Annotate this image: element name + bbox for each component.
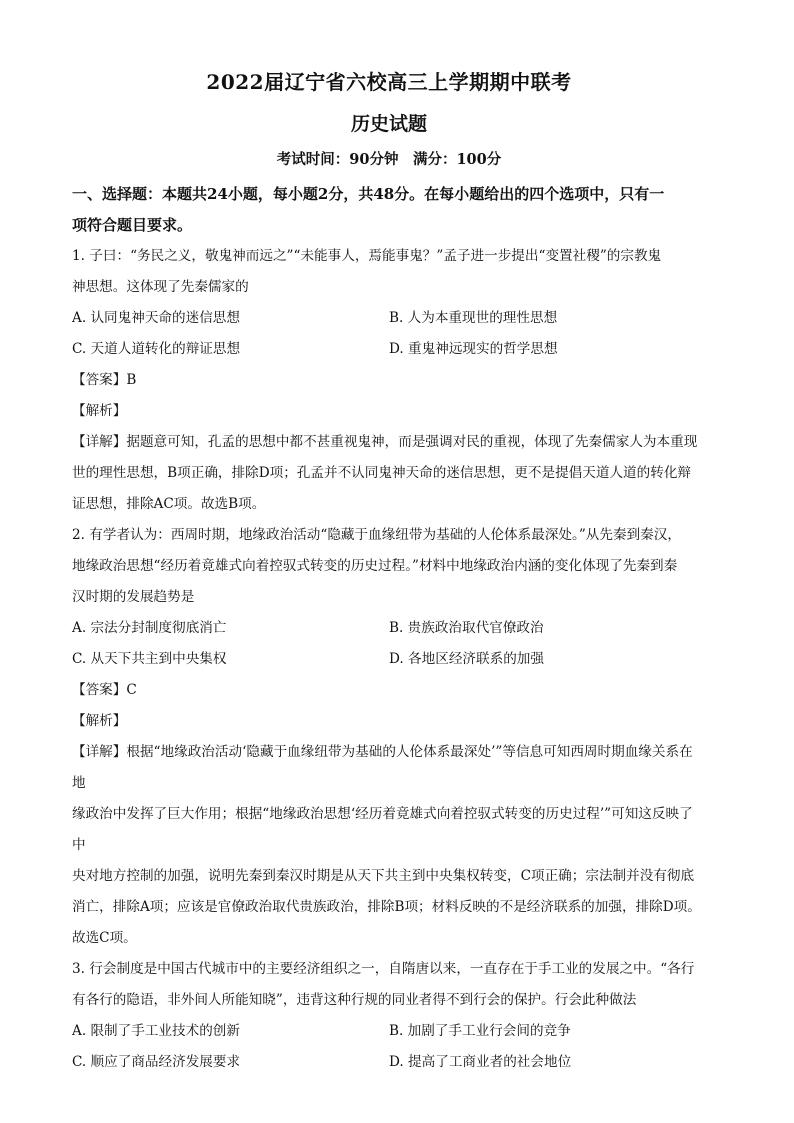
option-c: C. 顺应了商品经济发展要求 — [72, 1054, 241, 1070]
exam-title: 2022届辽宁省六校高三上学期期中联考 — [206, 70, 572, 94]
question-stem-line: 神思想。这体现了先秦儒家的 — [72, 279, 249, 295]
options-row — [72, 613, 706, 644]
option-c: C. 天道人道转化的辩证思想 — [72, 341, 241, 357]
answer-label: 【答案】C — [72, 682, 137, 698]
question-stem-line: 3. 行会制度是中国古代城市中的主要经济组织之一，自隋唐以来，一直存在于手工业的发展之中。“各行 — [72, 961, 695, 977]
options-row — [72, 1016, 706, 1047]
section-heading-line-2: 项符合题目要求。 — [72, 216, 193, 234]
question-2 — [72, 520, 706, 954]
answer-label: 【答案】B — [72, 372, 137, 388]
detail-line: 世的理性思想，B项正确，排除D项；孔孟并不认同鬼神天命的迷信思想，更不是提倡天道人道的转化辩 — [72, 465, 692, 481]
options-row — [72, 644, 706, 675]
detail-line: 证思想，排除AC项。故选B项。 — [72, 496, 266, 512]
question-stem-line: 地缘政治思想“经历着竟雄式向着控驭式转变的历史过程。”材料中地缘政治内涵的变化体现了先秦到秦 — [72, 558, 678, 574]
option-c: C. 从天下共主到中央集权 — [72, 651, 227, 667]
detail-line: 央对地方控制的加强，说明先秦到秦汉时期是从天下共主到中央集权转变，C项正确；宗法制并没有彻底 — [72, 868, 695, 884]
option-b: B. 人为本重现世的理性思想 — [389, 310, 558, 326]
analysis-label: 【解析】 — [72, 713, 127, 729]
option-d: D. 提高了工商业者的社会地位 — [389, 1054, 572, 1070]
question-stem-line: 2. 有学者认为：西周时期，地缘政治活动“隐藏于血缘纽带为基础的人伦体系最深处。”从先秦到秦汉， — [72, 527, 681, 543]
question-stem-line: 有各行的隐语，非外间人所能知晓”，违背这种行规的同业者得不到行会的保护。行会此种做法 — [72, 992, 637, 1008]
detail-line: 故选C项。 — [72, 930, 137, 946]
option-a: A. 认同鬼神天命的迷信思想 — [72, 310, 240, 326]
detail-line: 【详解】据题意可知，孔孟的思想中都不甚重视鬼神，而是强调对民的重视，体现了先秦儒家人为本重现 — [72, 434, 698, 450]
detail-line: 缘政治中发挥了巨大作用；根据“地缘政治思想‘经历着竟雄式向着控驭式转变的历史过程’”可知这反映了中 — [72, 806, 693, 853]
question-stem-line: 1. 子曰：“务民之义，敬鬼神而远之”“未能事人，焉能事鬼？”孟子进一步提出“变置社稷”的宗教鬼 — [72, 248, 662, 264]
option-d: D. 各地区经济联系的加强 — [389, 651, 544, 667]
analysis-label: 【解析】 — [72, 403, 127, 419]
option-b: B. 贵族政治取代官僚政治 — [389, 620, 544, 636]
subject-title: 历史试题 — [350, 113, 427, 135]
question-3 — [72, 954, 706, 1078]
option-a: A. 限制了手工业技术的创新 — [72, 1023, 240, 1039]
detail-line: 消亡，排除A项；应该是官僚政治取代贵族政治，排除B项；材料反映的不是经济联系的加强，排除D项。 — [72, 899, 701, 915]
option-a: A. 宗法分封制度彻底消亡 — [72, 620, 227, 636]
question-1 — [72, 241, 706, 520]
exam-info: 考试时间：90分钟 满分：100分 — [276, 151, 502, 168]
option-b: B. 加剧了手工业行会间的竞争 — [389, 1023, 571, 1039]
options-row — [72, 334, 706, 365]
options-row — [72, 303, 706, 334]
detail-line: 【详解】根据“地缘政治活动‘隐藏于血缘纽带为基础的人伦体系最深处’”等信息可知西周时期血缘关系在地 — [72, 744, 693, 791]
options-row — [72, 1047, 706, 1078]
question-stem-line: 汉时期的发展趋势是 — [72, 589, 195, 605]
option-d: D. 重鬼神远现实的哲学思想 — [389, 341, 558, 357]
section-heading-line-1: 一、选择题：本题共24小题，每小题2分，共48分。在每小题给出的四个选项中，只有一 — [72, 185, 665, 203]
